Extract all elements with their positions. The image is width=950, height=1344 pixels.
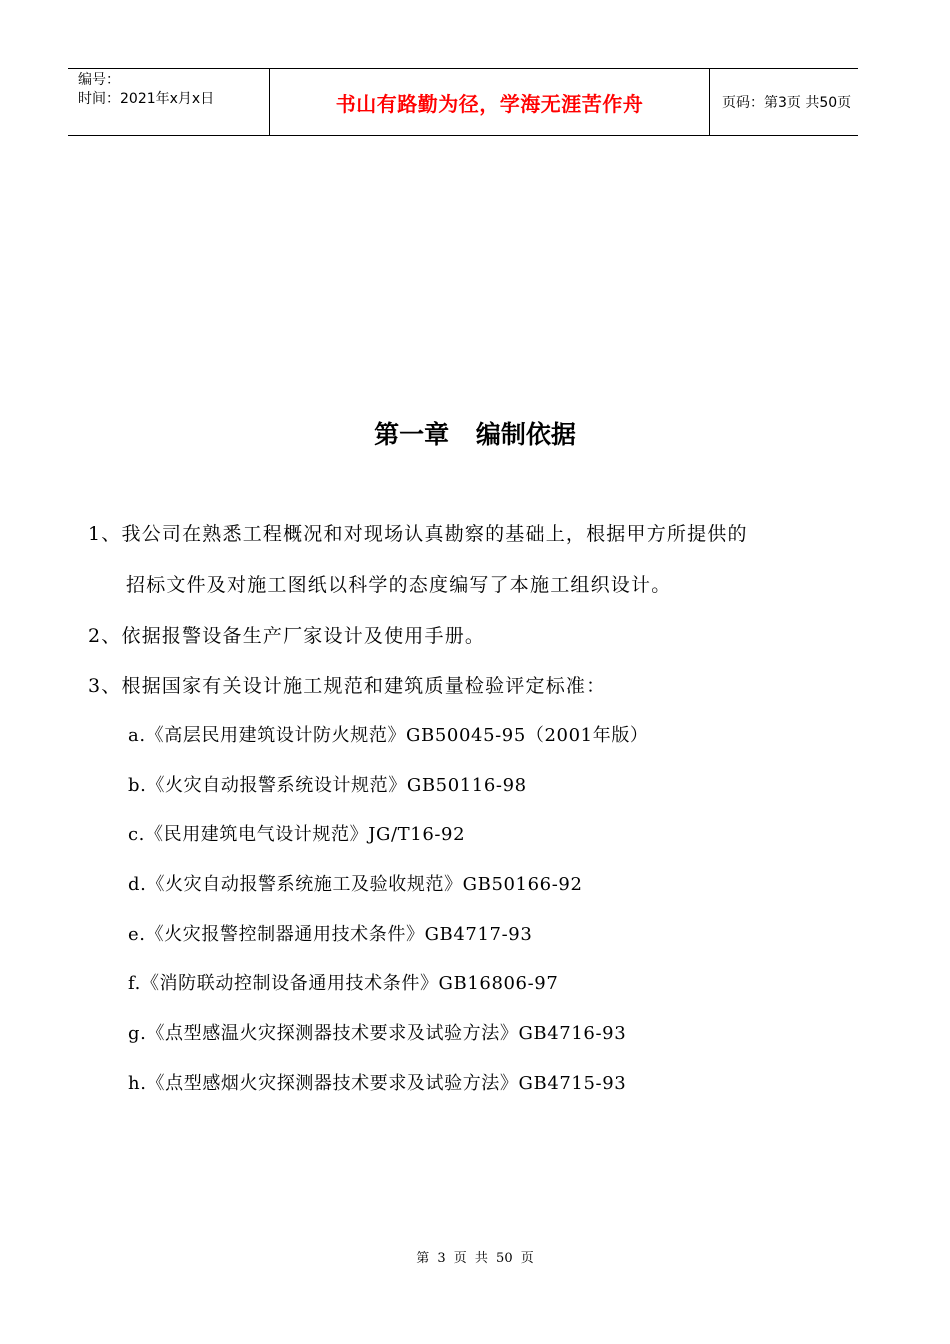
paragraph-1-continued: 招标文件及对施工图纸以科学的态度编写了本施工组织设计。 [126,574,672,596]
document-number-label: 编号： [78,72,120,88]
page-footer: 第 3 页 共 50 页 [416,1251,534,1266]
paragraph-2: 2、依据报警设备生产厂家设计及使用手册。 [88,625,486,647]
standard-item-a: a.《高层民用建筑设计防火规范》GB50045-95（2001年版） [128,725,649,746]
header-motto: 书山有路勤为径，学海无涯苦作舟 [270,69,710,135]
document-date-label: 时间：2021年x月x日 [78,91,215,107]
chapter-title: 第一章 编制依据 [374,420,576,449]
standard-item-h: h.《点型感烟火灾探测器技术要求及试验方法》GB4715-93 [128,1073,627,1094]
standard-item-c: c.《民用建筑电气设计规范》JG/T16-92 [128,824,466,845]
page-header [68,68,858,136]
standard-item-e: e.《火灾报警控制器通用技术条件》GB4717-93 [128,924,533,945]
header-page-info: 页码：第3页 共50页 [722,95,852,111]
standard-item-b: b.《火灾自动报警系统设计规范》GB50116-98 [128,775,527,796]
standard-item-g: g.《点型感温火灾探测器技术要求及试验方法》GB4716-93 [128,1023,627,1044]
header-meta-cell [68,69,270,135]
paragraph-1: 1、我公司在熟悉工程概况和对现场认真勘察的基础上，根据甲方所提供的 [88,523,748,545]
standard-item-d: d.《火灾自动报警系统施工及验收规范》GB50166-92 [128,874,583,895]
standard-item-f: f.《消防联动控制设备通用技术条件》GB16806-97 [128,973,559,994]
paragraph-3: 3、根据国家有关设计施工规范和建筑质量检验评定标准： [88,675,607,697]
